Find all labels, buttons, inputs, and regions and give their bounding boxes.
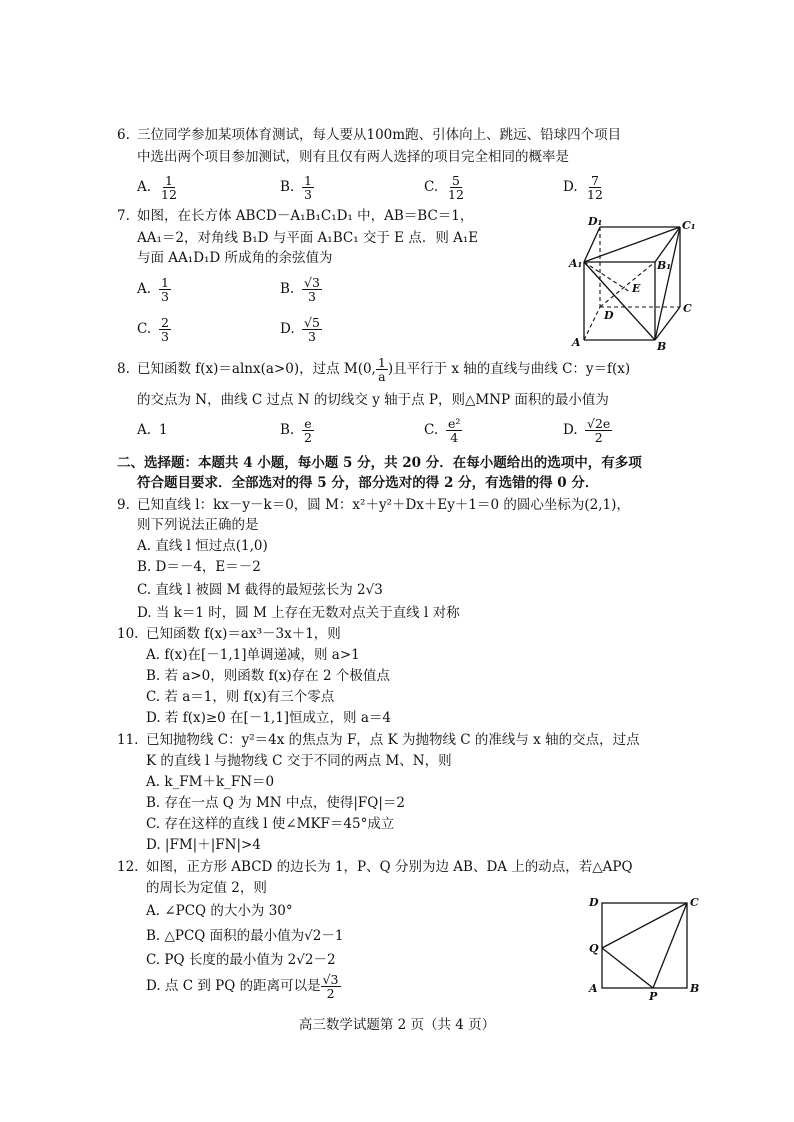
question-text: 已知直线 l：kx－y－k＝0，圆 M：x²＋y²＋Dx＋Ey＋1＝0 的圆心坐标为(2,1)， bbox=[137, 497, 630, 513]
option-a: A. 1 bbox=[137, 422, 168, 438]
option-c: C. $\frac{2}{3}$ bbox=[137, 315, 169, 344]
question-number: 7. bbox=[117, 208, 130, 224]
section-text: 二、选择题：本题共 4 小题，每小题 5 分，共 20 分．在每小题给出的选项中，有多项 bbox=[117, 455, 642, 471]
option-c: C. PQ 长度的最小值为 2√2－2 bbox=[146, 952, 336, 968]
option-d: D. 点 C 到 PQ 的距离可以是 $\frac{√3}{2}$ bbox=[146, 972, 339, 1001]
option-b: B. 存在一点 Q 为 MN 中点，使得|FQ|＝2 bbox=[146, 795, 405, 811]
question-text: 与面 AA₁D₁D 所成角的余弦值为 bbox=[137, 250, 333, 266]
option-c: C. $\frac{5}{12}$ bbox=[424, 173, 464, 202]
question-text: K 的直线 l 与抛物线 C 交于不同的两点 M、N，则 bbox=[146, 753, 452, 769]
question-text: 已知函数 f(x)＝ax³－3x＋1，则 bbox=[146, 626, 341, 642]
option-a: A. k_FM＋k_FN＝0 bbox=[146, 774, 275, 790]
option-c: C. 若 a＝1，则 f(x)有三个零点 bbox=[146, 689, 335, 705]
question-number: 6. bbox=[117, 127, 130, 143]
question-text: 则下列说法正确的是 bbox=[137, 517, 259, 533]
question-text: 如图，正方形 ABCD 的边长为 1，P、Q 分别为边 AB、DA 上的动点，若△APQ bbox=[146, 859, 633, 875]
label-D1: D₁ bbox=[588, 215, 603, 228]
question-text: 的周长为定值 2，则 bbox=[146, 880, 267, 896]
section-text: 符合题目要求．全部选对的得 5 分，部分选对的得 2 分，有选错的得 0 分． bbox=[137, 475, 599, 491]
label-P: P bbox=[649, 990, 658, 1003]
question-text: AA₁＝2，对角线 B₁D 与平面 A₁BC₁ 交于 E 点．则 A₁E bbox=[137, 230, 479, 246]
label-Q: Q bbox=[589, 942, 599, 955]
question-text: 已知函数 f(x)＝alnx(a>0)，过点 M(0, $\frac{1}{a}$ )且平行于 x 轴的直线与曲线 C：y＝f(x) bbox=[137, 355, 631, 384]
question-number: 11. bbox=[117, 732, 139, 748]
option-d: D. 当 k＝1 时，圆 M 上存在无数对点关于直线 l 对称 bbox=[137, 605, 460, 621]
question-text: 如图，在长方体 ABCD－A₁B₁C₁D₁ 中，AB＝BC＝1， bbox=[137, 208, 474, 224]
option-d: D. $\frac{7}{12}$ bbox=[563, 173, 603, 202]
option-b: B. $\frac{√3}{3}$ bbox=[280, 275, 320, 304]
question-text: 三位同学参加某项体育测试，每人要从100m跑、引体向上、跳远、铅球四个项目 bbox=[137, 127, 622, 143]
label-B: B bbox=[657, 340, 667, 353]
label-B1: B₁ bbox=[657, 259, 672, 272]
cuboid-figure bbox=[560, 212, 700, 357]
option-a: A. 直线 l 恒过点(1,0) bbox=[137, 538, 268, 554]
option-b: B. △PCQ 面积的最小值为√2－1 bbox=[146, 928, 344, 944]
option-b: B. 若 a>0，则函数 f(x)存在 2 个极值点 bbox=[146, 668, 390, 684]
label-C: C bbox=[690, 896, 699, 909]
option-c: C. $\frac{\text{e²}}{4}$ bbox=[424, 416, 461, 445]
page-footer: 高三数学试题第 2 页（共 4 页） bbox=[298, 1017, 496, 1033]
option-d: D. $\frac{√2e}{2}$ bbox=[563, 416, 611, 445]
label-A: A bbox=[589, 982, 598, 995]
label-C1: C₁ bbox=[682, 219, 696, 232]
option-b: B. $\frac{1}{3}$ bbox=[280, 173, 312, 202]
label-E: E bbox=[632, 282, 641, 295]
label-D: D bbox=[604, 309, 614, 322]
question-text: 中选出两个项目参加测试，则有且仅有两人选择的项目完全相同的概率是 bbox=[137, 149, 569, 165]
option-a: A. $\frac{1}{3}$ bbox=[137, 275, 169, 304]
option-c: C. 存在这样的直线 l 使∠MKF＝45°成立 bbox=[146, 816, 395, 832]
option-c: C. 直线 l 被圆 M 截得的最短弦长为 2√3 bbox=[137, 582, 383, 598]
label-D: D bbox=[589, 896, 599, 909]
label-A: A bbox=[572, 336, 581, 349]
option-d: D. |FM|＋|FN|>4 bbox=[146, 837, 261, 853]
question-text: 的交点为 N，曲线 C 过点 N 的切线交 y 轴于点 P，则△MNP 面积的最小值为 bbox=[137, 392, 609, 408]
label-A1: A₁ bbox=[569, 257, 583, 270]
option-b: B. $\frac{e}{2}$ bbox=[280, 416, 312, 445]
option-d: D. $\frac{√5}{3}$ bbox=[280, 315, 320, 344]
question-number: 8. bbox=[117, 361, 130, 377]
option-d: D. 若 f(x)≥0 在[－1,1]恒成立，则 a＝4 bbox=[146, 710, 391, 726]
option-a: A. f(x)在[－1,1]单调递减，则 a>1 bbox=[146, 647, 360, 663]
question-number: 12. bbox=[117, 859, 139, 875]
label-C: C bbox=[683, 302, 692, 315]
square-figure bbox=[585, 893, 705, 1005]
question-number: 9. bbox=[117, 497, 130, 513]
question-number: 10. bbox=[117, 626, 139, 642]
question-text: 已知抛物线 C：y²＝4x 的焦点为 F，点 K 为抛物线 C 的准线与 x 轴的交点，过点 bbox=[146, 732, 640, 748]
option-a: A. ∠PCQ 的大小为 30° bbox=[146, 903, 293, 919]
option-b: B. D＝－4，E＝－2 bbox=[137, 559, 261, 575]
option-a: A. $\frac{1}{12}$ bbox=[137, 173, 177, 202]
label-B: B bbox=[690, 982, 700, 995]
